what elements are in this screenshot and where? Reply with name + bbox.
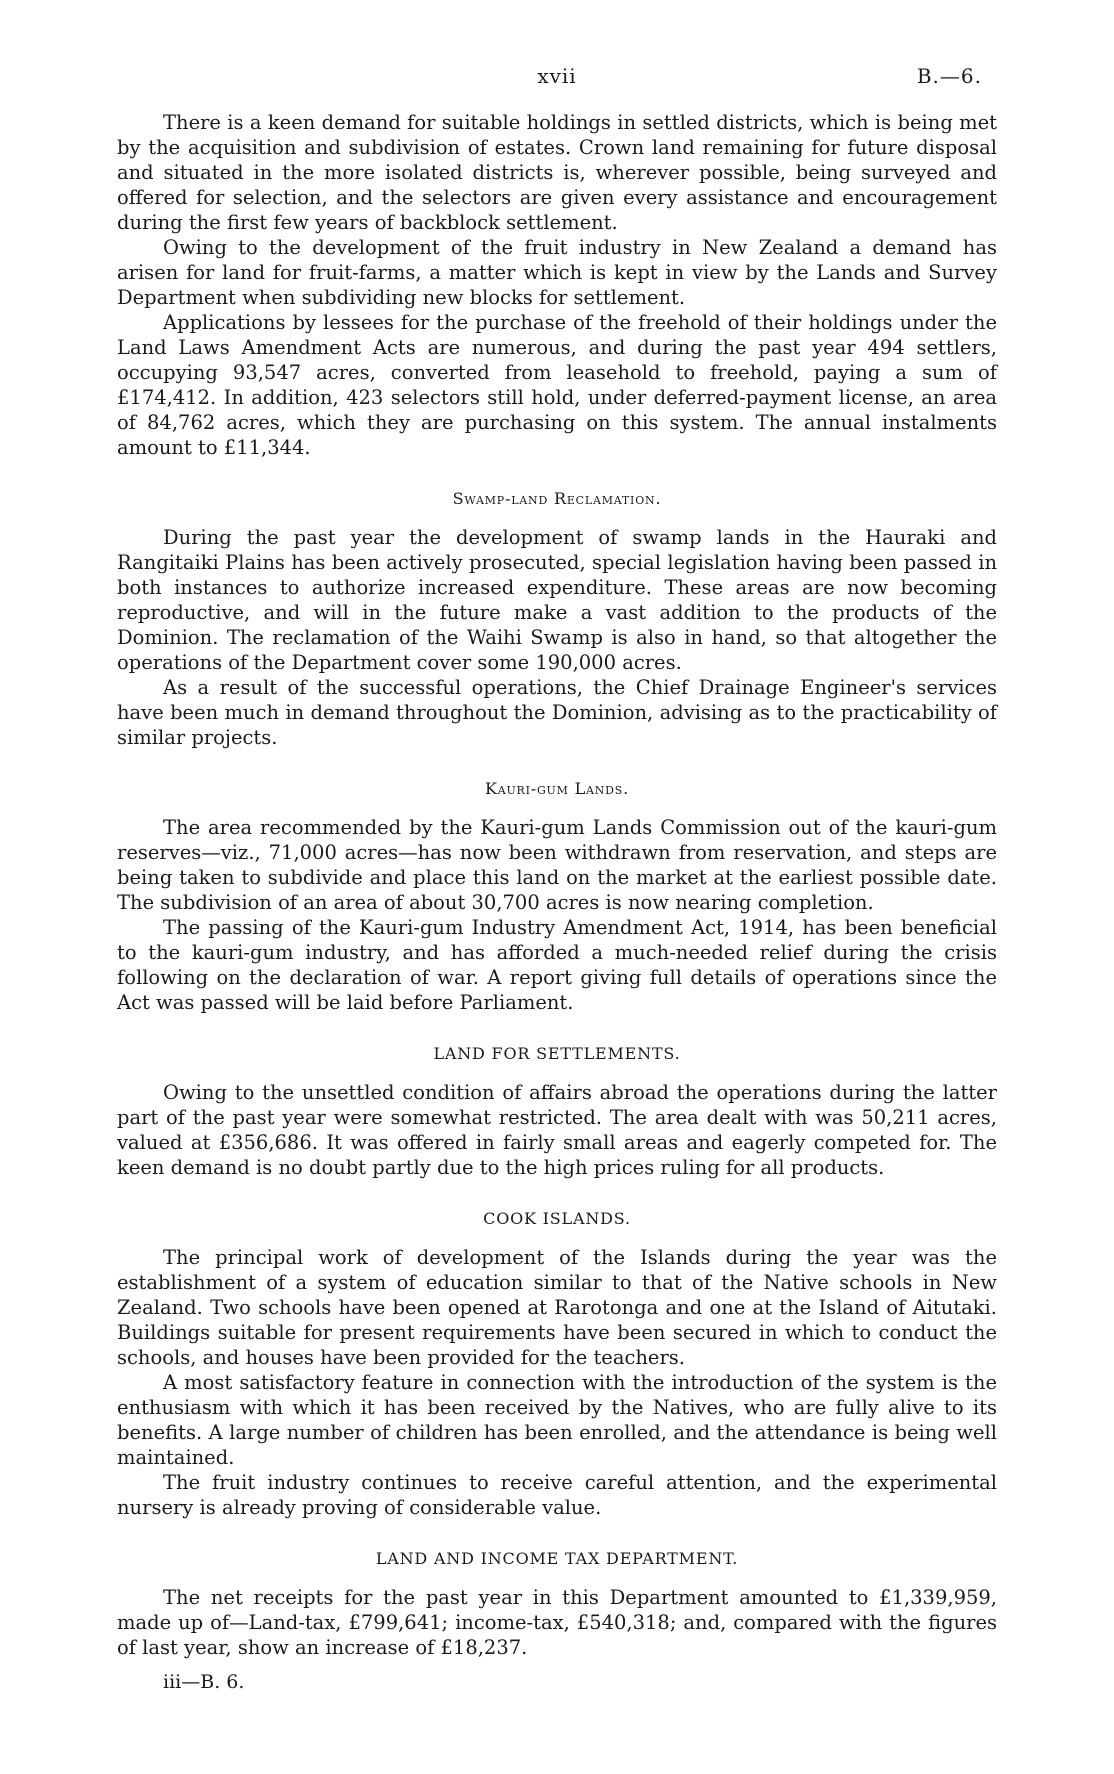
paragraph: The area recommended by the Kauri-gum Lands Commission out of the kauri-gum reserves—viz., 71,000 acres—has now been withdrawn from reservation, and steps are being taken to subdivide and place this land on the market at the earliest possible date. The subdivision of an area of about 30,700 acres is now nearing completion. (117, 816, 997, 914)
section-heading-land-for-settlements: LAND FOR SETTLEMENTS. (433, 1044, 681, 1063)
page-signature: iii—B. 6. (163, 1671, 245, 1693)
page-number: xvii (537, 64, 577, 88)
document-body (117, 110, 997, 1695)
paragraph: Owing to the development of the fruit industry in New Zealand a demand has arisen for land for fruit-farms, a matter which is kept in view by the Lands and Survey Department when subdividing new blocks for settlement. (117, 236, 997, 309)
paragraph: The fruit industry continues to receive careful attention, and the experimental nursery is already proving of considerable value. (117, 1471, 997, 1519)
paragraph: The passing of the Kauri-gum Industry Amendment Act, 1914, has been beneficial to the kauri-gum industry, and has afforded a much-needed relief during the crisis following on the declaration of war. A report giving full details of operations since the Act was passed will be laid before Parliament. (117, 916, 997, 1014)
section-heading-land-and-income-tax-department: LAND AND INCOME TAX DEPARTMENT. (375, 1549, 739, 1568)
section-heading-kauri-gum-lands: Kauri-gum Lands. (484, 779, 630, 798)
paragraph: Owing to the unsettled condition of affairs abroad the operations during the latter part of the past year were somewhat restricted. The area dealt with was 50,211 acres, valued at £356,686. It was offered in fairly small areas and eagerly competed for. The keen demand is no doubt partly due to the high prices ruling for all products. (117, 1081, 997, 1179)
paragraph: A most satisfactory feature in connection with the introduction of the system is the enthusiasm with which it has been received by the Natives, who are fully alive to its benefits. A large number of children has been enrolled, and the attendance is being well maintained. (117, 1371, 997, 1469)
paragraph: During the past year the development of swamp lands in the Hauraki and Rangitaiki Plains has been actively prosecuted, special legislation having been passed in both instances to authorize increased expenditure. These areas are now becoming reproductive, and will in the future make a vast addition to the products of the Dominion. The reclamation of the Waihi Swamp is also in hand, so that altogether the operations of the Department cover some 190,000 acres. (117, 526, 997, 674)
paragraph: There is a keen demand for suitable holdings in settled districts, which is being met by the acquisition and subdivision of estates. Crown land remaining for future disposal and situated in the more isolated districts is, wherever possible, being surveyed and offered for selection, and the selectors are given every assistance and encouragement during the first few years of backblock settlement. (117, 111, 997, 234)
paragraph: The principal work of development of the Islands during the year was the establishment of a system of education similar to that of the Native schools in New Zealand. Two schools have been opened at Rarotonga and one at the Island of Aitutaki. Buildings suitable for present requirements have been secured in which to conduct the schools, and houses have been provided for the teachers. (117, 1246, 997, 1369)
document-reference: B.—6. (916, 64, 982, 88)
section-heading-swamp-land-reclamation: Swamp-land Reclamation. (452, 489, 662, 508)
section-heading-cook-islands: COOK ISLANDS. (483, 1209, 631, 1228)
paragraph: The net receipts for the past year in this Department amounted to £1,339,959, made up of—Land-tax, £799,641; income-tax, £540,318; and, compared with the figures of last year, show an increase of £18,237. (117, 1586, 997, 1659)
paragraph: As a result of the successful operations, the Chief Drainage Engineer's services have been much in demand throughout the Dominion, advising as to the practicability of similar projects. (117, 676, 997, 749)
paragraph: Applications by lessees for the purchase of the freehold of their holdings under the Land Laws Amendment Acts are numerous, and during the past year 494 settlers, occupying 93,547 acres, converted from leasehold to freehold, paying a sum of £174,412. In addition, 423 selectors still hold, under deferred-payment license, an area of 84,762 acres, which they are purchasing on this system. The annual instalments amount to £11,344. (117, 311, 997, 459)
